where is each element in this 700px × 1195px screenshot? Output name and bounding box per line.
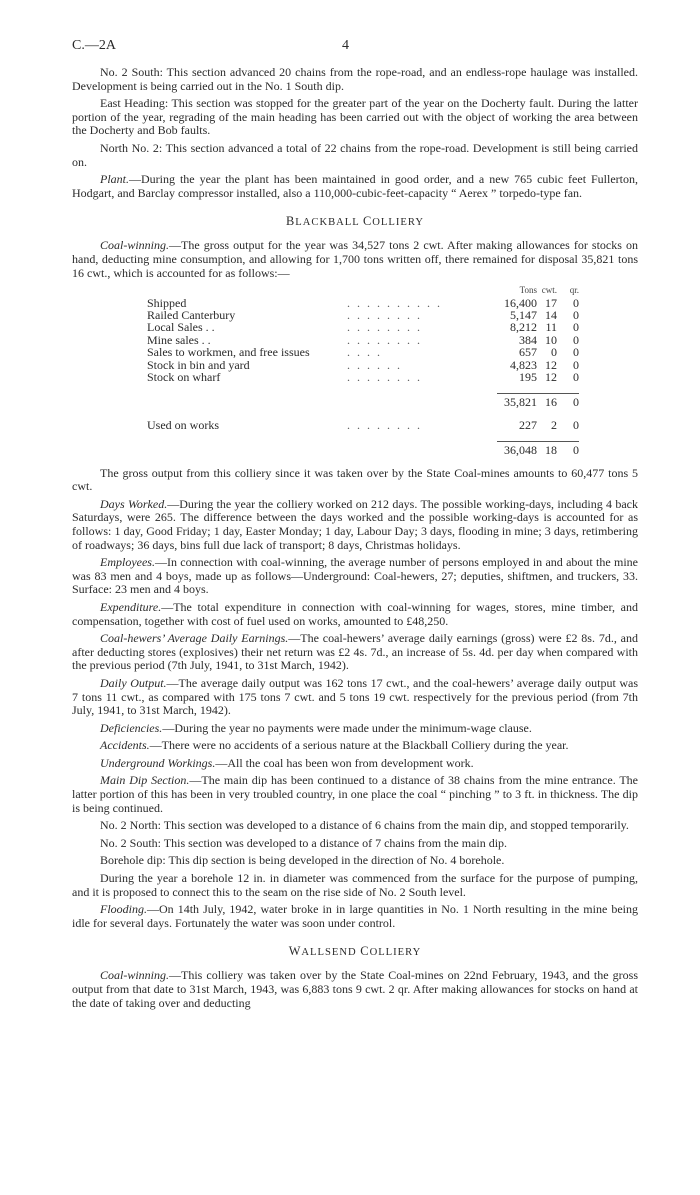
paragraph-no2-south-dip: No. 2 South: This section was developed to a distance of 7 chains from the main dip. (100, 835, 508, 850)
paragraph-gross-output: The gross output from this colliery since it was taken over by the State Coal-mines amounts to 60,477 tons 5 cwt. (72, 465, 638, 494)
unit-tons: Tons (519, 285, 537, 296)
paragraph-coal-winning (72, 239, 638, 280)
table-row: Railed Canterbury . . . . . . . . 5,147 14 0 (147, 307, 579, 322)
document-page (72, 38, 638, 1014)
paragraph-daily-output: Daily Output.—The average daily output was 162 tons 17 cwt., and the coal-hewers’ average daily output was 7 tons 11 cwt., as compared with 175 tons 7 cwt. and 5 tons 19 cwt. respectively for the previous period (from 7th July, 1941, to 31st March, 1942). (72, 675, 639, 718)
paragraph-no2-north: No. 2 North: This section was developed to a distance of 6 chains from the main dip, and stopped temporarily. (100, 818, 629, 833)
paragraph-flooding: Flooding.—On 14th July, 1942, water broke in in large quantities in No. 1 North resulting in the mine being idle for several days. Fortunately the water was soon under control. (72, 902, 638, 930)
paragraph-earnings: Coal-hewers’ Average Daily Earnings.—The coal-hewers’ average daily earnings (gross) were £2 8s. 7d., and after deducting stores (explosives) their net return was £2 4s. 7d., an increase of 5s. 4d. per day when compared with the previous period (7th July, 1941, to 31st March, 1942). (72, 631, 638, 673)
paragraph-expenditure: Expenditure.—The total expenditure in connection with coal-winning for wages, stores, mine timber, and compensation, together with cost of fuel used on works, amounted to £48,250. (72, 599, 638, 628)
paragraph-borehole-year: During the year a borehole 12 in. in diameter was commenced from the surface for the purpose of pumping, and it is proposed to connect this to the seam on the rise side of No. 2 South level. (72, 871, 638, 899)
table-units-row (147, 284, 579, 296)
paragraph-deficiencies: Deficiencies.—During the year no payments were made under the minimum-wage clause. (100, 720, 532, 735)
table-row: Stock on wharf . . . . . . . . 195 12 0 (147, 369, 579, 384)
table-row: Shipped . . . . . . . . . . 16,400 17 0 (147, 295, 579, 310)
paragraph-main-dip: Main Dip Section.—The main dip has been continued to a distance of 38 chains from the mine entrance. The latter portion of this has been in very troubled country, in one place the coal “ pinching ” to 3 ft. in thickness. The dip is being continued. (72, 773, 639, 815)
paragraph-accidents: Accidents.—There were no accidents of a serious nature at the Blackball Colliery during the year. (100, 738, 569, 753)
paragraph-east-heading: East Heading: This section was stopped for the greater part of the year on the Docherty fault. During the latter portion of the year, regrading of the main heading has been carried out with the object of working the area between the Docherty and Bob faults. (72, 96, 638, 138)
paragraph-wallsend-coal-winning: Coal-winning.—This colliery was taken over by the State Coal-mines on 22nd February, 1943, and the gross output from that date to 31st March, 1943, was 6,883 tons 9 cwt. 2 qr. After making allowances for stocks on hand at the date of taking over and deducting (72, 968, 638, 1010)
coal-winning-text: —The gross output for the year was 34,527 tons 2 cwt. After making allowances for stocks on hand, deducting mine consumption, and allowing for 1,700 tons written off, there remained for disposal 35,821 tons 16 cwt., which is accounted for as follows:— (72, 238, 638, 280)
unit-cwt: cwt. (541, 285, 557, 296)
table-subtotal-row: 35,821 16 0 (147, 394, 579, 409)
plant-heading: Plant. (100, 172, 129, 187)
table-total-row: 36,048 18 0 (147, 442, 579, 457)
table-row: Stock in bin and yard . . . . . . 4,823 12 0 (147, 357, 579, 372)
paragraph-underground: Underground Workings.—All the coal has been won from development work. (100, 755, 474, 770)
paragraph-north-no2: North No. 2: This section advanced a total of 22 chains from the rope-road. Development is still being carried on. (72, 140, 638, 169)
paragraph-borehole-dip: Borehole dip: This dip section is being developed in the direction of No. 4 borehole. (100, 853, 505, 868)
page-header (72, 38, 638, 62)
unit-qr: qr. (569, 285, 579, 296)
table-row: Mine sales . . . . . . . . . . 384 10 0 (147, 332, 579, 347)
paragraph-plant (72, 173, 638, 200)
coal-winning-heading: Coal-winning. (100, 238, 170, 253)
paragraph-employees: Employees.—In connection with coal-winning, the average number of persons employed in and about the mine was 83 men and 4 boys, made up as follows—Underground: Coal-hewers, 27; deputies, shiftmen, and truckers, 33. Surface: 23 men and 4 boys. (72, 555, 638, 597)
paragraph-days-worked: Days Worked.—During the year the colliery worked on 212 days. The possible working-days, including 4 back Saturdays, were 265. The difference between the days worked and the possible working-days is accounted for as follows: 1 day, Good Friday; 1 day, Easter Monday; 1 day, Labour Day; 3 days, flooding in mine; 3 days, retimbering of roadways; 36 days, bins full due lack of transport; 8 days, Christmas holidays. (72, 496, 638, 552)
table-row: Local Sales . . . . . . . . . . 8,212 11 0 (147, 320, 579, 335)
paragraph-no2-south: No. 2 South: This section advanced 20 chains from the rope-road, and an endless-rope haulage was installed. Development is being carried out in the No. 1 South dip. (72, 65, 638, 93)
section-title-wallsend: WALLSEND COLLIERY (288, 944, 422, 959)
plant-text: —During the year the plant has been maintained in good order, and a new 765 cubic feet Fullerton, Hodgart, and Barclay compressor installed, also a 110,000-cubic-feet-capacity “ Aerex ” torpedo-type fan. (72, 172, 638, 200)
page-number: 4 (342, 38, 349, 53)
table-row: Sales to workmen, and free issues . . . . 657 0 0 (147, 345, 579, 360)
disposal-table (147, 284, 579, 456)
section-title-blackball: BLACKBALL COLLIERY (285, 214, 425, 229)
table-used-row: Used on works . . . . . . . . 227 2 0 (147, 417, 579, 432)
report-code: C.—2A (72, 38, 116, 53)
